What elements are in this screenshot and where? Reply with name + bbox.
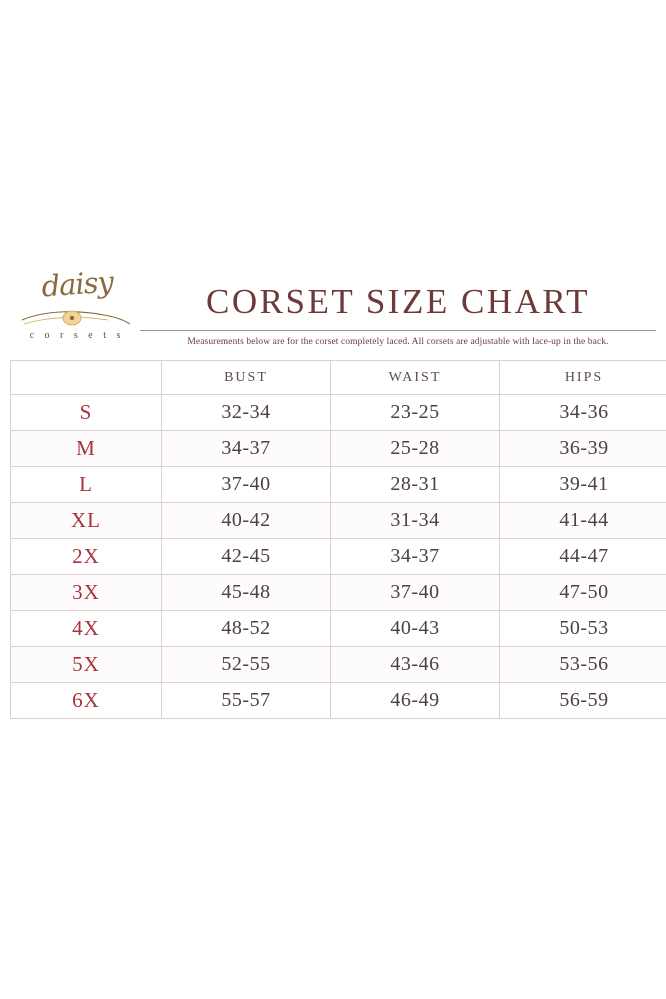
table-row: [11, 395, 666, 431]
size-label: S: [11, 395, 162, 431]
size-label: XL: [11, 503, 162, 539]
bust-value: 32-34: [162, 395, 331, 431]
brand-script-name: daisy: [40, 264, 114, 304]
table-row: [11, 467, 666, 503]
column-header-hips: HIPS: [500, 361, 666, 395]
bust-value: 45-48: [162, 575, 331, 611]
waist-value: 31-34: [331, 503, 500, 539]
bust-value: 40-42: [162, 503, 331, 539]
hips-value: 34-36: [500, 395, 666, 431]
bust-value: 52-55: [162, 647, 331, 683]
hips-value: 36-39: [500, 431, 666, 467]
table-row: [11, 611, 666, 647]
waist-value: 40-43: [331, 611, 500, 647]
page-title: CORSET SIZE CHART: [206, 282, 590, 321]
bust-value: 42-45: [162, 539, 331, 575]
table-row: [11, 503, 666, 539]
hips-value: 53-56: [500, 647, 666, 683]
column-header-waist: WAIST: [331, 361, 500, 395]
waist-value: 25-28: [331, 431, 500, 467]
brand-logo: [16, 264, 138, 348]
waist-value: 37-40: [331, 575, 500, 611]
bust-value: 34-37: [162, 431, 331, 467]
size-chart-table: [10, 360, 666, 719]
hips-value: 56-59: [500, 683, 666, 719]
table-row: [11, 683, 666, 719]
bust-value: 37-40: [162, 467, 331, 503]
size-label: 3X: [11, 575, 162, 611]
table-row: [11, 539, 666, 575]
title-block: [140, 268, 656, 347]
size-label: M: [11, 431, 162, 467]
waist-value: 46-49: [331, 683, 500, 719]
size-label: 6X: [11, 683, 162, 719]
size-label: 4X: [11, 611, 162, 647]
table-header: [11, 361, 666, 395]
chart-subtitle: Measurements below are for the corset completely laced. All corsets are adjustable with lace-up in the back.: [187, 337, 609, 347]
hips-value: 44-47: [500, 539, 666, 575]
title-divider: [140, 330, 656, 331]
chart-header: [10, 258, 656, 356]
waist-value: 34-37: [331, 539, 500, 575]
table-row: [11, 575, 666, 611]
hips-value: 41-44: [500, 503, 666, 539]
bust-value: 48-52: [162, 611, 331, 647]
hips-value: 47-50: [500, 575, 666, 611]
waist-value: 43-46: [331, 647, 500, 683]
size-label: L: [11, 467, 162, 503]
table-body: [11, 395, 666, 719]
table-row: [11, 647, 666, 683]
table-row: [11, 431, 666, 467]
column-header-size: [11, 361, 162, 395]
size-label: 2X: [11, 539, 162, 575]
waist-value: 28-31: [331, 467, 500, 503]
size-label: 5X: [11, 647, 162, 683]
hips-value: 39-41: [500, 467, 666, 503]
column-header-bust: BUST: [162, 361, 331, 395]
brand-sub-name: c o r s e t s: [29, 330, 125, 341]
size-chart-container: [10, 258, 656, 719]
brand-swoosh-icon: [20, 308, 132, 330]
waist-value: 23-25: [331, 395, 500, 431]
table-header-row: [11, 361, 666, 395]
hips-value: 50-53: [500, 611, 666, 647]
bust-value: 55-57: [162, 683, 331, 719]
